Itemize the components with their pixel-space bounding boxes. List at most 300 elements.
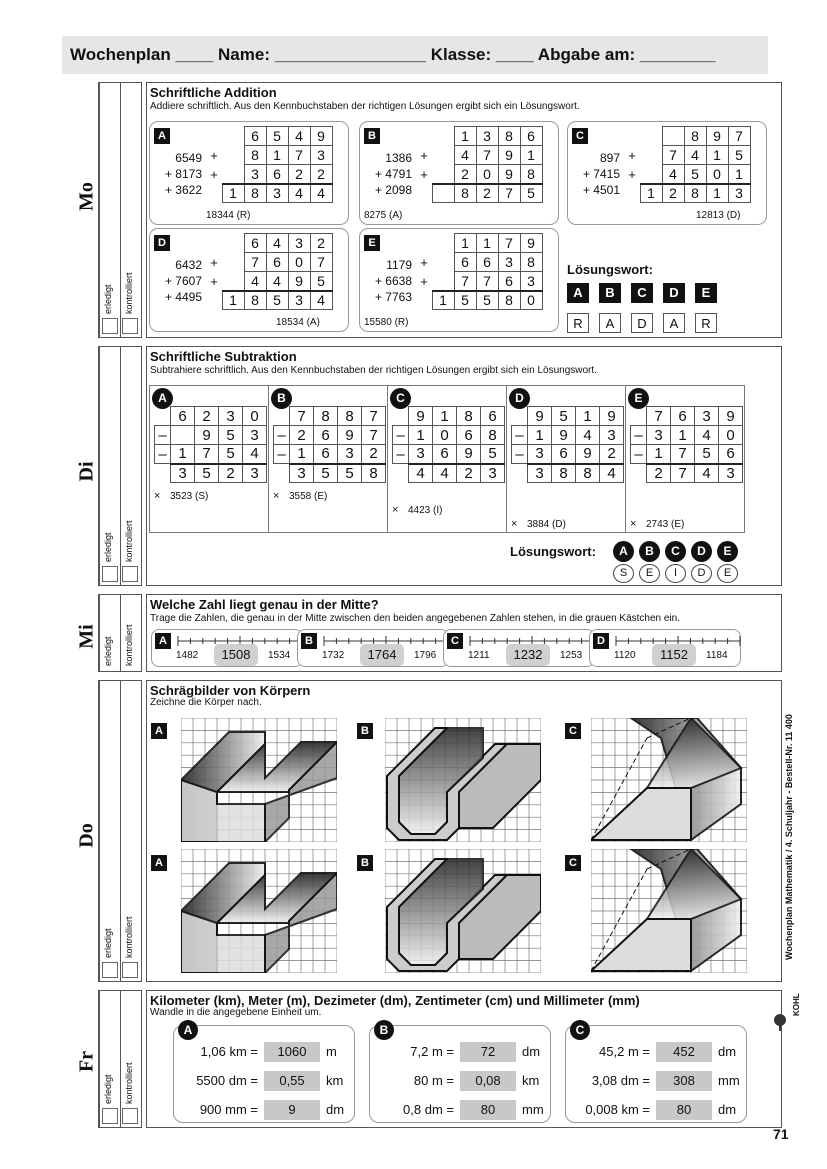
- grid-cell: 4: [288, 184, 310, 203]
- middle-answer-box[interactable]: 1764: [360, 644, 404, 666]
- grid-cell: 5: [266, 127, 288, 146]
- grid-cell: 9: [706, 127, 728, 146]
- grid-cell: 9: [288, 272, 310, 291]
- grid-cell: 5: [476, 291, 498, 310]
- grid-cell: [416, 127, 432, 146]
- conversion-question: 80 m =: [413, 1073, 454, 1088]
- grid-cell: 1: [432, 291, 454, 310]
- grid-cell: 3: [528, 445, 552, 464]
- middle-answer-box[interactable]: 1152: [652, 644, 696, 666]
- task-letter-C: C: [572, 128, 588, 144]
- conversion-unit: km: [522, 1073, 540, 1088]
- grid-cell: 3: [243, 426, 267, 445]
- grid-cell: [171, 426, 195, 445]
- grid-cell: 6: [314, 426, 338, 445]
- grid-cell: 4: [662, 165, 684, 184]
- addend-l1: 6549: [175, 151, 202, 165]
- solution-letter-box: A: [567, 283, 589, 303]
- grid-cell: [274, 464, 290, 483]
- conversion-unit: mm: [718, 1073, 740, 1088]
- grid-cell: [432, 234, 454, 253]
- day-name-di: Di: [75, 461, 98, 482]
- grid-cell: 9: [600, 407, 624, 426]
- grid-cell: 1: [454, 234, 476, 253]
- conversion-unit: m: [326, 1044, 337, 1059]
- solution-letter-circle: B: [639, 541, 660, 562]
- subtraction-grid: [273, 406, 386, 483]
- addition-answer: 18534 (A): [276, 317, 320, 328]
- grid-cell: 4: [695, 464, 719, 483]
- grid-cell: 7: [476, 272, 498, 291]
- solution-answer-box[interactable]: R: [567, 313, 589, 333]
- subtraction-answer: 3884 (D): [527, 519, 566, 530]
- day-column-divider: [120, 990, 121, 1128]
- grid-cell: [222, 234, 244, 253]
- grid-cell: 6: [457, 426, 481, 445]
- solution-answer-circle[interactable]: E: [639, 564, 660, 583]
- grid-cell: [416, 291, 432, 310]
- task-letter-C: C: [570, 1020, 590, 1040]
- addend-l3: + 7763: [374, 290, 412, 304]
- day-divider: [99, 83, 100, 337]
- solid-label-B: B: [357, 723, 373, 739]
- task-letter-A: A: [154, 128, 170, 144]
- grid-cell: 5: [266, 291, 288, 310]
- number-line-right: 1253: [560, 650, 583, 661]
- grid-cell: 7: [362, 407, 386, 426]
- grid-cell: 0: [288, 253, 310, 272]
- grid-cell: 2: [600, 445, 624, 464]
- grid-cell: [206, 234, 222, 253]
- number-line-left: 1482: [176, 650, 199, 661]
- grid-cell: 6: [266, 253, 288, 272]
- grid-cell: 7: [476, 146, 498, 165]
- grid-cell: 3: [498, 253, 520, 272]
- addition-task-card: [149, 228, 349, 332]
- number-line-right: 1534: [268, 650, 291, 661]
- grid-cell: 6: [719, 445, 743, 464]
- label-erledigt: erledigt: [103, 1074, 113, 1104]
- number-line-right: 1796: [414, 650, 437, 661]
- grid-cell: [432, 272, 454, 291]
- solution-answer-box[interactable]: A: [663, 313, 685, 333]
- grid-cell: 9: [457, 445, 481, 464]
- conversion-question: 45,2 m =: [599, 1044, 650, 1059]
- addend-l2: + 4791: [374, 167, 412, 181]
- label-kontrolliert: kontrolliert: [124, 624, 134, 666]
- grid-cell: 3: [266, 184, 288, 203]
- grid-cell: 1: [671, 426, 695, 445]
- sub-loesungswort-label: Lösungswort:: [510, 544, 596, 559]
- addition-answer: 8275 (A): [364, 210, 403, 221]
- grid-cell: 6: [314, 445, 338, 464]
- grid-cell: 6: [520, 127, 542, 146]
- grid-cell: 4: [600, 464, 624, 483]
- conversion-answer-box[interactable]: 80: [460, 1100, 516, 1120]
- add-loesungswort-label: Lösungswort:: [567, 262, 653, 277]
- grid-cell: 9: [719, 407, 743, 426]
- subtraction-strip: [149, 385, 745, 533]
- number-line-left: 1732: [322, 650, 345, 661]
- task-letter-A: A: [178, 1020, 198, 1040]
- solid-drawing-grid[interactable]: [591, 849, 747, 973]
- grid-cell: [432, 184, 454, 203]
- task-letter-E: E: [628, 388, 649, 409]
- addend-l2: + 8173: [164, 167, 202, 181]
- solution-answer-box[interactable]: D: [631, 313, 653, 333]
- conversion-answer-box[interactable]: 308: [656, 1071, 712, 1091]
- grid-cell: 8: [244, 184, 266, 203]
- grid-cell: 1: [454, 127, 476, 146]
- grid-cell: [512, 407, 528, 426]
- grid-cell: 4: [576, 426, 600, 445]
- grid-cell: 4: [244, 272, 266, 291]
- grid-cell: [416, 234, 432, 253]
- label-kontrolliert: kontrolliert: [124, 1062, 134, 1104]
- grid-cell: 2: [454, 165, 476, 184]
- middle-task-card: [589, 629, 741, 667]
- addition-answer: 12813 (D): [696, 210, 741, 221]
- addition-task-text: [362, 257, 412, 305]
- conversion-answer-box[interactable]: 1060: [264, 1042, 320, 1062]
- subtraction-answer: 3558 (E): [289, 491, 328, 502]
- task-letter-C: C: [390, 388, 411, 409]
- grid-cell: [206, 184, 222, 203]
- subtraction-grid: [392, 406, 505, 483]
- header-text: Wochenplan ____ Name: ________________ Klasse: ____ Abgabe am: ________: [70, 45, 716, 64]
- task-letter-D: D: [154, 235, 170, 251]
- grid-cell: 3: [310, 146, 332, 165]
- section-addition: [146, 82, 782, 338]
- grid-cell: 7: [498, 184, 520, 203]
- grid-cell: +: [210, 166, 218, 182]
- solution-letter-box: D: [663, 283, 685, 303]
- grid-cell: 3: [719, 464, 743, 483]
- addend-l2: + 7415: [582, 167, 620, 181]
- grid-cell: –: [155, 426, 171, 445]
- middle-answer-box[interactable]: 1508: [214, 644, 258, 666]
- grid-cell: 2: [290, 426, 314, 445]
- grid-cell: 1: [647, 445, 671, 464]
- grid-cell: 5: [219, 426, 243, 445]
- solution-letter-circle: C: [665, 541, 686, 562]
- task-letter-C: C: [447, 633, 463, 649]
- solid-drawing-grid[interactable]: [181, 849, 337, 973]
- grid-cell: 4: [409, 464, 433, 483]
- grid-cell: 6: [244, 127, 266, 146]
- checkbox-erledigt-mo[interactable]: [102, 318, 118, 334]
- grid-cell: 9: [576, 445, 600, 464]
- subtraction-grid: [511, 406, 624, 483]
- conversion-unit: km: [326, 1073, 344, 1088]
- conversion-answer-box[interactable]: 0,08: [460, 1071, 516, 1091]
- grid-cell: 8: [520, 253, 542, 272]
- middle-task-card: [151, 629, 303, 667]
- answer-mark: ×: [154, 490, 161, 502]
- grid-cell: 9: [310, 127, 332, 146]
- grid-cell: 3: [647, 426, 671, 445]
- day-name-mo: Mo: [75, 182, 98, 211]
- addend-l3: + 3622: [164, 183, 202, 197]
- grid-cell: 1: [728, 165, 750, 184]
- answer-mark: ×: [630, 518, 637, 530]
- grid-cell: 8: [454, 184, 476, 203]
- grid-cell: [155, 407, 171, 426]
- grid-cell: 1: [476, 234, 498, 253]
- conversion-question: 1,06 km =: [200, 1044, 258, 1059]
- solution-answer-circle[interactable]: I: [665, 564, 686, 583]
- solution-answer-circle[interactable]: D: [691, 564, 712, 583]
- subtraction-answer: 2743 (E): [646, 519, 685, 530]
- middle-instruction: Trage die Zahlen, die genau in der Mitte zwischen den beiden angegebenen Zahlen stehen, in die grauen Kästchen ein.: [150, 613, 680, 624]
- grid-cell: 3: [244, 165, 266, 184]
- grid-cell: [432, 127, 454, 146]
- grid-cell: 3: [288, 234, 310, 253]
- grid-cell: [416, 184, 432, 203]
- grid-cell: +: [628, 147, 636, 163]
- conversion-question: 900 mm =: [199, 1102, 258, 1117]
- solids-title: Schrägbilder von Körpern: [150, 683, 311, 698]
- grid-cell: [631, 464, 647, 483]
- subtraction-grid: [630, 406, 743, 483]
- number-line-left: 1211: [468, 650, 490, 661]
- grid-cell: 2: [288, 165, 310, 184]
- subtraction-answer: 3523 (S): [170, 491, 209, 502]
- checkbox-kontrolliert-di[interactable]: [122, 566, 138, 582]
- grid-cell: 1: [222, 291, 244, 310]
- grid-cell: 8: [520, 165, 542, 184]
- addition-task-card: [149, 121, 349, 225]
- solution-answer-box[interactable]: R: [695, 313, 717, 333]
- day-name-mi: Mi: [75, 624, 98, 649]
- grid-cell: 2: [310, 165, 332, 184]
- grid-cell: 5: [338, 464, 362, 483]
- grid-cell: 3: [695, 407, 719, 426]
- grid-cell: 3: [219, 407, 243, 426]
- grid-cell: 6: [552, 445, 576, 464]
- grid-cell: 7: [310, 253, 332, 272]
- label-erledigt: erledigt: [103, 284, 113, 314]
- addition-title: Schriftliche Addition: [150, 85, 277, 100]
- task-letter-B: B: [271, 388, 292, 409]
- checkbox-erledigt-do[interactable]: [102, 962, 118, 978]
- checkbox-erledigt-di[interactable]: [102, 566, 118, 582]
- grid-cell: 2: [476, 184, 498, 203]
- middle-answer-box[interactable]: 1232: [506, 644, 550, 666]
- addition-answer: 15580 (R): [364, 317, 409, 328]
- grid-cell: –: [631, 445, 647, 464]
- grid-cell: 7: [728, 127, 750, 146]
- publisher-logo-icon: [772, 1012, 792, 1032]
- day-divider: [99, 595, 100, 671]
- grid-cell: –: [155, 445, 171, 464]
- grid-cell: [222, 272, 244, 291]
- solution-letter-circle: A: [613, 541, 634, 562]
- grid-cell: 9: [195, 426, 219, 445]
- grid-cell: 9: [528, 407, 552, 426]
- addition-grid: [416, 126, 543, 203]
- solution-letter-circle: D: [691, 541, 712, 562]
- addend-l1: 897: [599, 151, 620, 165]
- grid-cell: 8: [552, 464, 576, 483]
- addition-answer: 18344 (R): [206, 210, 251, 221]
- checkbox-kontrolliert-mo[interactable]: [122, 318, 138, 334]
- grid-cell: –: [631, 426, 647, 445]
- day-column-divider: [120, 346, 121, 586]
- grid-cell: 0: [433, 426, 457, 445]
- unit-conversion-card: [173, 1025, 355, 1123]
- grid-cell: 4: [288, 127, 310, 146]
- grid-cell: 3: [476, 127, 498, 146]
- grid-cell: 1: [528, 426, 552, 445]
- addition-task-text: [570, 150, 620, 198]
- grid-cell: 6: [266, 165, 288, 184]
- middle-task-card: [297, 629, 449, 667]
- grid-cell: 3: [171, 464, 195, 483]
- grid-cell: 3: [288, 291, 310, 310]
- grid-cell: [222, 253, 244, 272]
- conversion-unit: dm: [326, 1102, 345, 1117]
- solution-answer-box[interactable]: A: [599, 313, 621, 333]
- grid-cell: 0: [706, 165, 728, 184]
- grid-cell: 2: [219, 464, 243, 483]
- section-solids: [146, 680, 782, 982]
- grid-cell: [393, 407, 409, 426]
- solution-answer-circle[interactable]: S: [613, 564, 634, 583]
- grid-cell: 2: [362, 445, 386, 464]
- grid-cell: –: [274, 445, 290, 464]
- grid-cell: 3: [528, 464, 552, 483]
- addition-grid: [206, 126, 333, 203]
- publisher-name: KOHL: [792, 993, 801, 1016]
- addend-l3: + 2098: [374, 183, 412, 197]
- conversion-answer-box[interactable]: 80: [656, 1100, 712, 1120]
- grid-cell: 9: [520, 234, 542, 253]
- task-letter-B: B: [301, 633, 317, 649]
- grid-cell: 4: [243, 445, 267, 464]
- page-number: 71: [773, 1126, 789, 1142]
- checkbox-erledigt-fr[interactable]: [102, 1108, 118, 1124]
- grid-cell: 6: [498, 272, 520, 291]
- grid-cell: [624, 127, 640, 146]
- subtraction-task: [388, 386, 507, 532]
- task-letter-E: E: [364, 235, 380, 251]
- grid-cell: 3: [290, 464, 314, 483]
- grid-cell: 1: [520, 146, 542, 165]
- checkbox-kontrolliert-do[interactable]: [122, 962, 138, 978]
- day-divider: [99, 991, 100, 1127]
- grid-cell: 3: [243, 464, 267, 483]
- section-units: [146, 990, 782, 1128]
- task-letter-A: A: [155, 633, 171, 649]
- middle-title: Welche Zahl liegt genau in der Mitte?: [150, 597, 379, 612]
- solution-answer-circle[interactable]: E: [717, 564, 738, 583]
- task-letter-A: A: [152, 388, 173, 409]
- grid-cell: [432, 165, 454, 184]
- day-name-do: Do: [75, 823, 98, 848]
- addend-l1: 1386: [385, 151, 412, 165]
- grid-cell: 8: [244, 291, 266, 310]
- label-erledigt: erledigt: [103, 636, 113, 666]
- subtraction-task: [507, 386, 626, 532]
- grid-cell: 0: [476, 165, 498, 184]
- grid-cell: 5: [520, 184, 542, 203]
- section-subtraction: [146, 346, 782, 586]
- grid-cell: [432, 146, 454, 165]
- addend-l2: + 6638: [374, 274, 412, 288]
- grid-cell: –: [512, 426, 528, 445]
- solid-label-A: A: [151, 855, 167, 871]
- grid-cell: 2: [647, 464, 671, 483]
- conversion-answer-box[interactable]: 9: [264, 1100, 320, 1120]
- checkbox-kontrolliert-fr[interactable]: [122, 1108, 138, 1124]
- grid-cell: 3: [338, 445, 362, 464]
- grid-cell: [222, 146, 244, 165]
- grid-cell: 4: [310, 184, 332, 203]
- grid-cell: 5: [454, 291, 476, 310]
- solids-instruction: Zeichne die Körper nach.: [150, 697, 262, 708]
- grid-cell: 4: [433, 464, 457, 483]
- grid-cell: 9: [498, 146, 520, 165]
- addend-l3: + 4495: [164, 290, 202, 304]
- day-column-divider: [120, 82, 121, 338]
- task-letter-D: D: [593, 633, 609, 649]
- grid-cell: 6: [671, 407, 695, 426]
- grid-cell: –: [512, 445, 528, 464]
- solid-drawing-grid: [181, 718, 337, 842]
- grid-cell: 6: [454, 253, 476, 272]
- conversion-question: 0,008 km =: [585, 1102, 650, 1117]
- grid-cell: 7: [244, 253, 266, 272]
- grid-cell: +: [628, 166, 636, 182]
- task-letter-D: D: [509, 388, 530, 409]
- grid-cell: 4: [266, 272, 288, 291]
- grid-cell: 8: [498, 291, 520, 310]
- grid-cell: +: [420, 166, 428, 182]
- conversion-answer-box[interactable]: 0,55: [264, 1071, 320, 1091]
- subtraction-grid: [154, 406, 267, 483]
- conversion-answer-box[interactable]: 452: [656, 1042, 712, 1062]
- conversion-question: 0,8 dm =: [403, 1102, 454, 1117]
- solution-letter-box: B: [599, 283, 621, 303]
- grid-cell: [222, 127, 244, 146]
- grid-cell: +: [210, 254, 218, 270]
- solid-drawing-grid[interactable]: [385, 849, 541, 973]
- addition-grid: [416, 233, 543, 310]
- unit-conversion-card: [565, 1025, 747, 1123]
- conversion-question: 5500 dm =: [196, 1073, 258, 1088]
- grid-cell: 5: [481, 445, 505, 464]
- conversion-answer-box[interactable]: 72: [460, 1042, 516, 1062]
- answer-mark: ×: [273, 490, 280, 502]
- solution-letter-circle: E: [717, 541, 738, 562]
- grid-cell: 8: [362, 464, 386, 483]
- subtraction-task: [269, 386, 388, 532]
- grid-cell: 0: [243, 407, 267, 426]
- grid-cell: 1: [409, 426, 433, 445]
- grid-cell: 5: [195, 464, 219, 483]
- day-column-divider: [120, 680, 121, 982]
- units-title: Kilometer (km), Meter (m), Dezimeter (dm), Zentimeter (cm) und Millimeter (mm): [150, 993, 640, 1008]
- subtraction-title: Schriftliche Subtraktion: [150, 349, 297, 364]
- addend-l3: + 4501: [582, 183, 620, 197]
- grid-cell: –: [393, 445, 409, 464]
- grid-cell: 8: [576, 464, 600, 483]
- subtraction-answer: 4423 (I): [408, 505, 443, 516]
- grid-cell: +: [210, 273, 218, 289]
- grid-cell: 9: [498, 165, 520, 184]
- unit-conversion-card: [369, 1025, 551, 1123]
